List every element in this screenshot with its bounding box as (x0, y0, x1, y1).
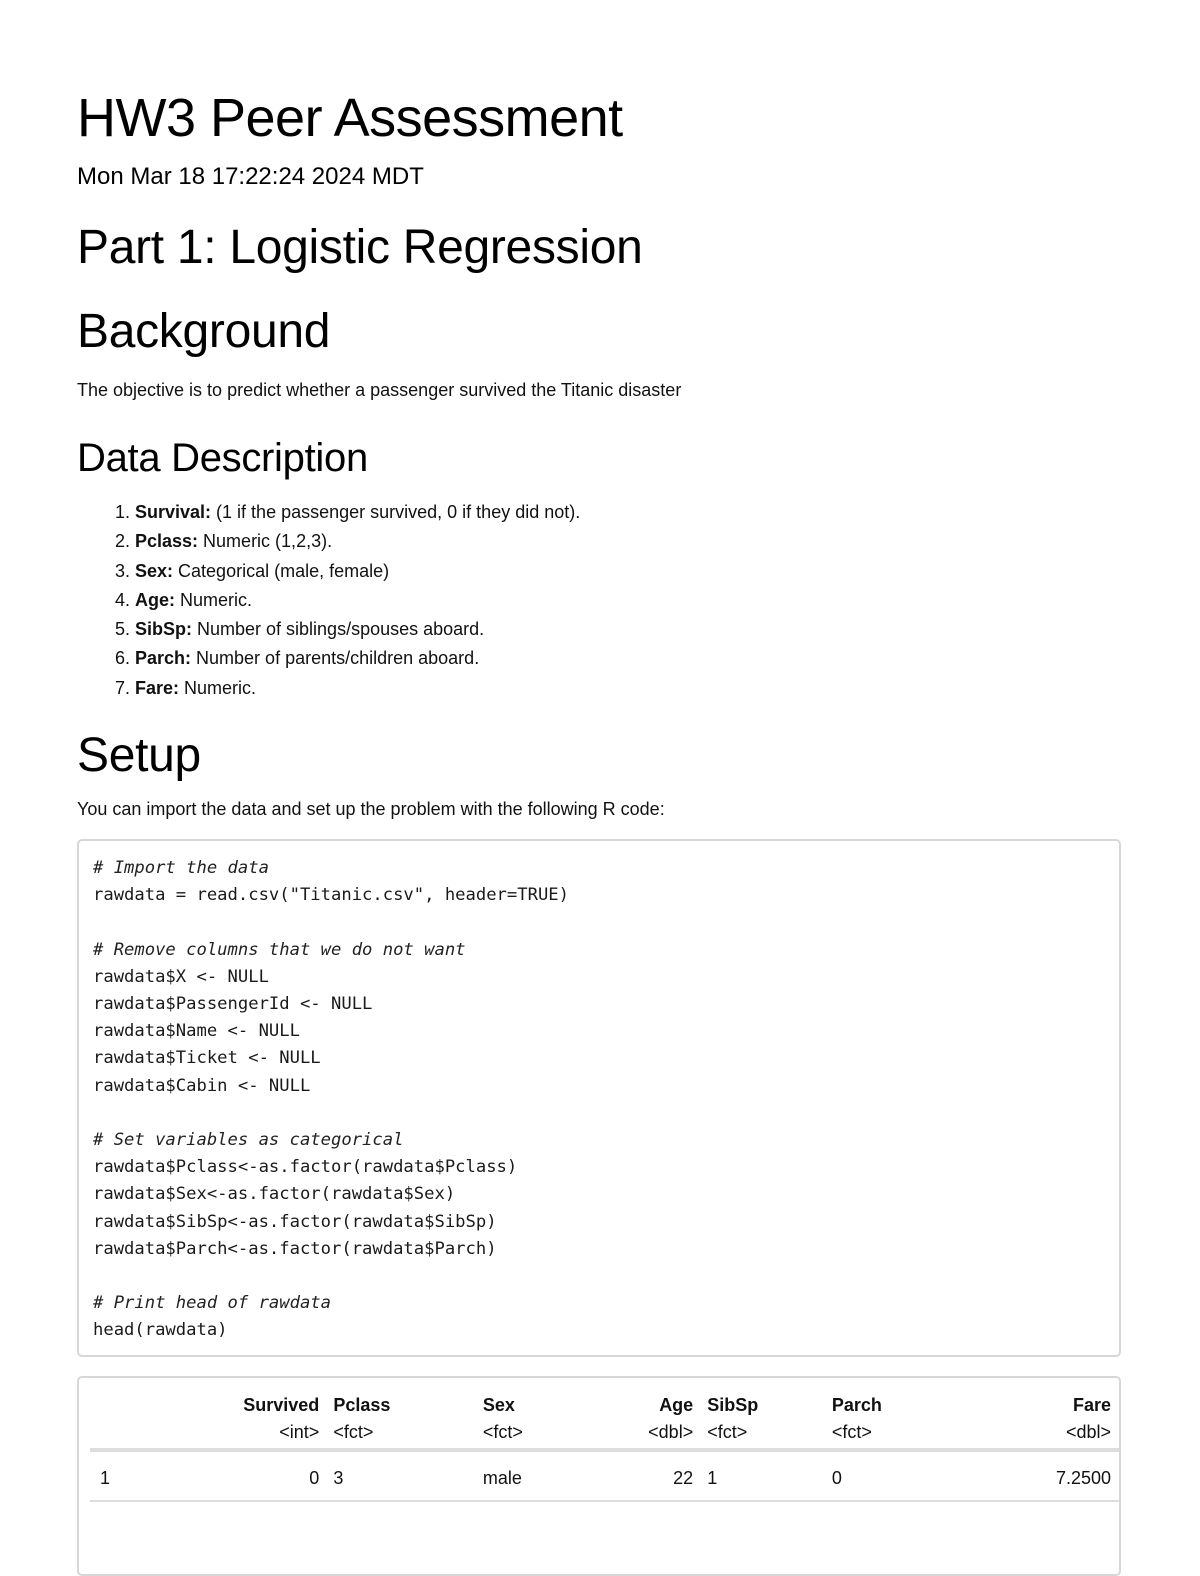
code-block[interactable] (77, 839, 1121, 1357)
code-line: rawdata$PassengerId <- NULL (93, 994, 373, 1015)
list-item-term: Pclass: (135, 531, 199, 552)
table-header-row (90, 1388, 1119, 1416)
column-type: <dbl> (981, 1416, 1119, 1450)
list-item (135, 586, 580, 615)
list-item-term: Parch: (135, 648, 192, 669)
table-cell: 1 (693, 1450, 832, 1501)
list-item-term: Sex: (135, 560, 174, 581)
code-line: rawdata = read.csv("Titanic.csv", header=TRUE) (93, 885, 569, 906)
data-description-list (115, 498, 580, 703)
code-line: rawdata$Sex<-as.factor(rawdata$Sex) (93, 1184, 456, 1205)
code-line: rawdata$Ticket <- NULL (93, 1048, 321, 1069)
table-cell: 22 (602, 1450, 693, 1501)
list-item-desc: Number of siblings/spouses aboard. (192, 619, 485, 640)
list-item-term: Fare: (135, 677, 180, 698)
column-header: Pclass (333, 1395, 391, 1415)
list-item-desc: Numeric (1,2,3). (198, 531, 333, 552)
column-type: <dbl> (602, 1416, 693, 1450)
list-item (135, 498, 580, 527)
list-item-desc: Numeric. (175, 589, 253, 610)
rowname-type (90, 1416, 200, 1450)
code-line: rawdata$Parch<-as.factor(rawdata$Parch) (93, 1238, 497, 1259)
output-table-container[interactable] (77, 1376, 1121, 1576)
background-text: The objective is to predict whether a passenger survived the Titanic disaster (77, 380, 682, 400)
list-item-desc: (1 if the passenger survived, 0 if they did not). (211, 502, 581, 522)
list-item (135, 615, 580, 644)
table-cell: 3 (319, 1450, 483, 1501)
code-line: head(rawdata) (93, 1320, 228, 1341)
column-type: <fct> (693, 1416, 832, 1450)
data-description-heading: Data Description (77, 436, 368, 480)
column-type: <fct> (832, 1416, 982, 1450)
table-cell: 0 (832, 1450, 982, 1501)
part1-heading: Part 1: Logistic Regression (77, 221, 643, 274)
column-header: Fare (1072, 1395, 1111, 1415)
column-type: <int> (200, 1416, 320, 1450)
document-date: Mon Mar 18 17:22:24 2024 MDT (77, 163, 424, 190)
list-item (135, 674, 580, 703)
table-cell: male (483, 1450, 603, 1501)
list-item-term: Age: (135, 589, 175, 610)
setup-heading: Setup (77, 729, 201, 782)
column-header: Survived (243, 1395, 320, 1415)
list-item (135, 527, 580, 556)
table-row (90, 1450, 1119, 1501)
setup-intro: You can import the data and set up the problem with the following R code: (77, 799, 665, 819)
code-line: rawdata$X <- NULL (93, 966, 269, 987)
code-comment: # Import the data (93, 858, 269, 878)
code-content (93, 855, 569, 1345)
code-comment: # Remove columns that we do not want (93, 939, 466, 960)
code-line: rawdata$Name <- NULL (93, 1021, 300, 1042)
column-header: SibSp (707, 1395, 759, 1415)
document-title: HW3 Peer Assessment (77, 88, 623, 148)
table-type-row (90, 1416, 1119, 1450)
column-header: Parch (831, 1395, 882, 1415)
list-item-desc: Numeric. (179, 677, 257, 698)
list-item-desc: Categorical (male, female) (173, 560, 390, 581)
list-item-term: SibSp: (135, 619, 192, 640)
column-type: <fct> (319, 1416, 483, 1450)
code-line: rawdata$Pclass<-as.factor(rawdata$Pclass) (93, 1157, 518, 1178)
list-item-term: Survival: (135, 502, 212, 522)
code-comment: # Set variables as categorical (93, 1130, 404, 1151)
output-table (90, 1388, 1119, 1502)
list-item (135, 557, 580, 586)
column-header: Age (659, 1395, 694, 1415)
table-cell: 7.2500 (981, 1450, 1119, 1501)
background-heading: Background (77, 305, 331, 358)
list-item (135, 644, 580, 673)
code-line: rawdata$Cabin <- NULL (93, 1075, 311, 1096)
list-item-desc: Number of parents/children aboard. (191, 648, 480, 669)
column-header: Sex (482, 1395, 515, 1415)
table-cell: 0 (200, 1450, 320, 1501)
rowname-header (90, 1388, 200, 1416)
code-line: rawdata$SibSp<-as.factor(rawdata$SibSp) (93, 1211, 497, 1232)
column-type: <fct> (483, 1416, 603, 1450)
code-comment: # Print head of rawdata (93, 1293, 331, 1314)
table-cell-rowname: 1 (90, 1450, 200, 1501)
